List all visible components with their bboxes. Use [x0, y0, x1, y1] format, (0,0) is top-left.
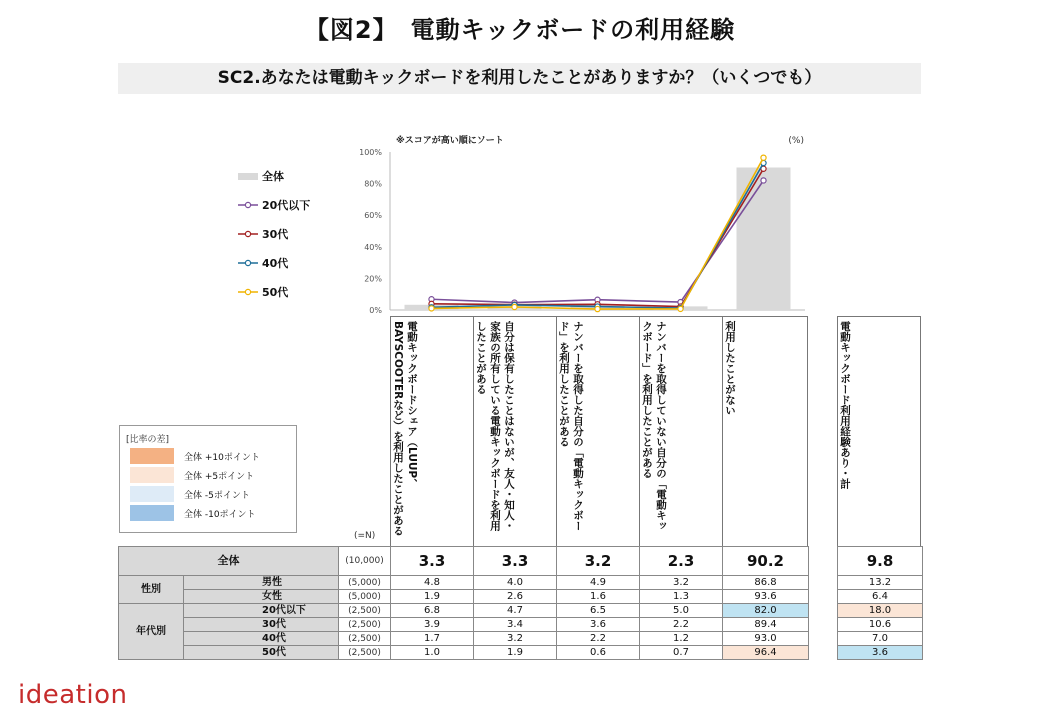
table-row	[119, 590, 809, 604]
chart	[0, 0, 1040, 320]
table-cell: 1.2	[640, 632, 723, 646]
diff-label: 全体 -5ポイント	[184, 490, 250, 501]
table-row	[119, 632, 809, 646]
diff-swatch	[130, 448, 174, 464]
table-cell: 4.7	[474, 604, 557, 618]
table-cell-total: 10.6	[838, 618, 923, 632]
table-cell: 4.0	[474, 576, 557, 590]
table-row	[838, 632, 923, 646]
bar	[737, 167, 791, 310]
data-table-total	[837, 546, 923, 660]
y-tick-label: 60%	[364, 211, 382, 221]
row-label: 30代	[184, 618, 339, 632]
table-cell: 1.0	[391, 646, 474, 660]
column-header-text: 自分は保有したことはないが、友人・知人・家族の所有している電動キックボードを利用したことがある	[475, 321, 515, 531]
y-tick-label: 20%	[364, 274, 382, 284]
series-line	[432, 158, 764, 309]
table-row	[838, 604, 923, 618]
table-cell: 0.7	[640, 646, 723, 660]
n-label: (=N)	[354, 531, 376, 541]
table-cell: 3.6	[557, 618, 640, 632]
series-line	[432, 180, 764, 302]
diff-label: 全体 -10ポイント	[184, 509, 256, 520]
table-cell: 6.8	[391, 604, 474, 618]
table-row	[838, 646, 923, 660]
column-header	[473, 316, 557, 546]
question-text: SC2.あなたは電動キックボードを利用したことがありますか？（いくつでも）	[118, 63, 921, 94]
diff-swatch	[130, 467, 174, 483]
diff-legend-item	[130, 505, 256, 521]
table-cell: 2.2	[557, 632, 640, 646]
table-row	[838, 590, 923, 604]
legend-label: 40代	[262, 257, 289, 270]
table-cell: 1.9	[474, 646, 557, 660]
y-tick-label: 0%	[369, 306, 382, 315]
chart-note: ※スコアが高い順にソート	[396, 136, 504, 146]
row-sample-size: (10,000)	[339, 547, 391, 576]
diff-label: 全体 +10ポイント	[184, 452, 260, 463]
table-cell: 3.3	[474, 547, 557, 576]
series-line	[432, 169, 764, 307]
table-cell-total: 18.0	[838, 604, 923, 618]
legend-label: 30代	[262, 228, 289, 241]
table-row	[838, 576, 923, 590]
table-cell: 1.7	[391, 632, 474, 646]
table-cell-total: 13.2	[838, 576, 923, 590]
series-point	[512, 304, 517, 309]
table-row	[119, 576, 809, 590]
table-cell: 6.5	[557, 604, 640, 618]
column-header	[639, 316, 723, 546]
y-tick-label: 40%	[364, 242, 382, 252]
row-group-label: 性別	[119, 576, 184, 604]
table-cell: 93.6	[723, 590, 809, 604]
column-header-text: 電動キックボード利用経験あり・計	[839, 321, 851, 489]
page-title: 【図2】 電動キックボードの利用経験	[304, 16, 736, 44]
column-header-text: ナンバーを取得していない自分の「電動キックボード」を利用したことがある	[641, 321, 667, 531]
table-cell: 1.6	[557, 590, 640, 604]
table-cell-total: 6.4	[838, 590, 923, 604]
chart-unit: (%)	[788, 136, 804, 146]
table-cell: 3.4	[474, 618, 557, 632]
column-header-text: 利用したことがない	[724, 321, 736, 416]
table-cell: 86.8	[723, 576, 809, 590]
table-cell: 3.9	[391, 618, 474, 632]
legend-label: 50代	[262, 286, 289, 299]
table-row	[119, 618, 809, 632]
series-point	[678, 306, 683, 311]
table-cell: 1.9	[391, 590, 474, 604]
table-cell: 2.3	[640, 547, 723, 576]
ideation-logo: ideation	[18, 680, 128, 710]
table-cell: 2.6	[474, 590, 557, 604]
diff-legend-item	[130, 486, 250, 502]
legend-label: 20代以下	[262, 199, 311, 212]
row-sample-size: (2,500)	[339, 632, 391, 646]
diff-swatch	[130, 505, 174, 521]
table-cell: 3.2	[640, 576, 723, 590]
table-cell: 2.2	[640, 618, 723, 632]
table-cell-total: 9.8	[838, 547, 923, 576]
table-cell: 5.0	[640, 604, 723, 618]
y-tick-label: 80%	[364, 179, 382, 189]
table-cell: 4.9	[557, 576, 640, 590]
series-point	[761, 155, 766, 160]
diff-legend-item	[130, 448, 260, 464]
table-row	[838, 547, 923, 576]
legend-label: 全体	[262, 170, 284, 183]
table-row	[119, 604, 809, 618]
diff-label: 全体 +5ポイント	[184, 471, 255, 482]
series-point	[761, 178, 766, 183]
y-tick-label: 100%	[359, 148, 382, 157]
table-row	[838, 618, 923, 632]
table-cell: 93.0	[723, 632, 809, 646]
column-header-total	[837, 316, 921, 546]
row-sample-size: (5,000)	[339, 576, 391, 590]
table-cell: 82.0	[723, 604, 809, 618]
table-row	[119, 646, 809, 660]
row-label: 男性	[184, 576, 339, 590]
column-header-text: ナンバーを取得した自分の「電動キックボード」を利用したことがある	[558, 321, 584, 531]
column-header-text: 電動キックボードシェア（LUUP、BAYSCOOTERなど）を利用したことがある	[392, 321, 418, 536]
row-sample-size: (5,000)	[339, 590, 391, 604]
row-sample-size: (2,500)	[339, 604, 391, 618]
table-cell: 3.2	[557, 547, 640, 576]
row-label: 20代以下	[184, 604, 339, 618]
table-cell: 89.4	[723, 618, 809, 632]
table-cell: 90.2	[723, 547, 809, 576]
table-cell: 3.3	[391, 547, 474, 576]
table-row	[119, 547, 809, 576]
table-cell: 96.4	[723, 646, 809, 660]
table-cell-total: 7.0	[838, 632, 923, 646]
series-point	[595, 306, 600, 311]
row-label: 全体	[119, 547, 339, 576]
table-cell: 3.2	[474, 632, 557, 646]
row-sample-size: (2,500)	[339, 618, 391, 632]
table-cell: 1.3	[640, 590, 723, 604]
row-group-label: 年代別	[119, 604, 184, 660]
row-label: 40代	[184, 632, 339, 646]
column-header	[390, 316, 474, 546]
row-label: 50代	[184, 646, 339, 660]
row-sample-size: (2,500)	[339, 646, 391, 660]
data-table	[118, 546, 809, 660]
diff-legend-box	[119, 425, 297, 533]
series-line	[432, 163, 764, 308]
column-header	[556, 316, 640, 546]
row-label: 女性	[184, 590, 339, 604]
table-cell: 4.8	[391, 576, 474, 590]
diff-legend-item	[130, 467, 254, 483]
table-cell: 0.6	[557, 646, 640, 660]
column-header	[722, 316, 808, 546]
diff-swatch	[130, 486, 174, 502]
diff-legend-title: [比率の差]	[126, 435, 170, 445]
series-point	[429, 306, 434, 311]
table-cell-total: 3.6	[838, 646, 923, 660]
